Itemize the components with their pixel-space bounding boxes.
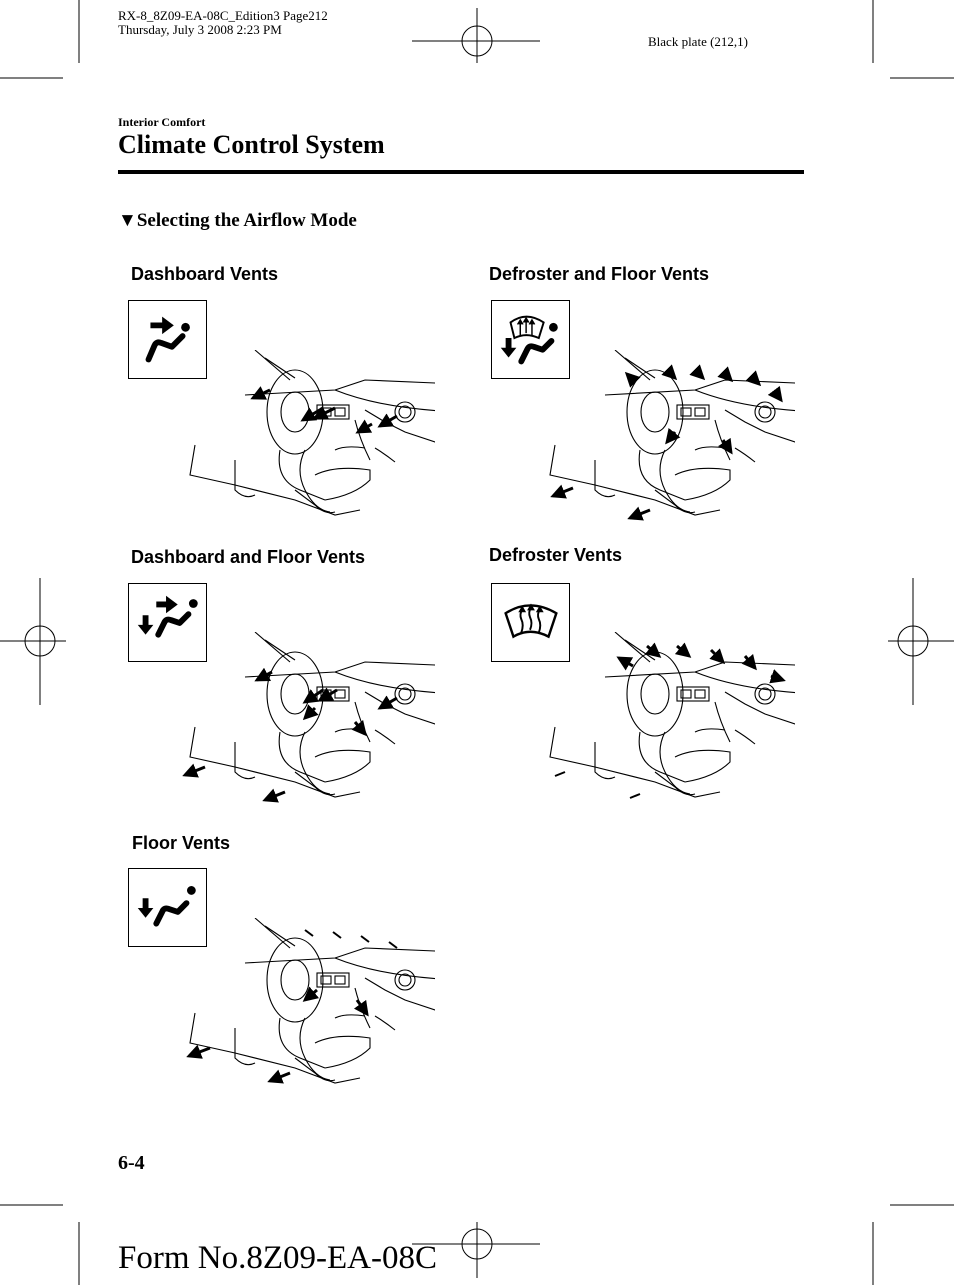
diagram-floor-vents (175, 918, 435, 1098)
diagram-defroster-floor-vents (535, 350, 795, 530)
diagram-defroster-vents (535, 632, 795, 812)
diagram-dashboard-floor-vents (175, 632, 435, 812)
mode-title-defroster: Defroster Vents (489, 545, 623, 565)
page-title: Climate Control System (118, 130, 385, 159)
subsection-heading (118, 210, 357, 232)
page-number: 6-4 (118, 1152, 145, 1174)
mode-title-defroster-floor: Defroster and Floor Vents (489, 264, 710, 284)
subsection-title: Selecting the Airflow Mode (136, 210, 357, 231)
subsection-marker: ▼ (118, 210, 137, 231)
mode-title-dashboard-floor: Dashboard and Floor Vents (131, 547, 366, 567)
diagram-dashboard-vents (175, 350, 435, 530)
mode-title-dashboard: Dashboard Vents (131, 264, 279, 284)
title-rule (118, 170, 804, 174)
header-plate: Black plate (212,1) (648, 34, 748, 49)
header-date-line: Thursday, July 3 2008 2:23 PM (118, 22, 282, 37)
form-number: Form No.8Z09-EA-08C (118, 1240, 437, 1276)
header-file-line: RX-8_8Z09-EA-08C_Edition3 Page212 (118, 8, 328, 23)
section-label: Interior Comfort (118, 115, 206, 129)
mode-title-floor: Floor Vents (132, 833, 231, 853)
